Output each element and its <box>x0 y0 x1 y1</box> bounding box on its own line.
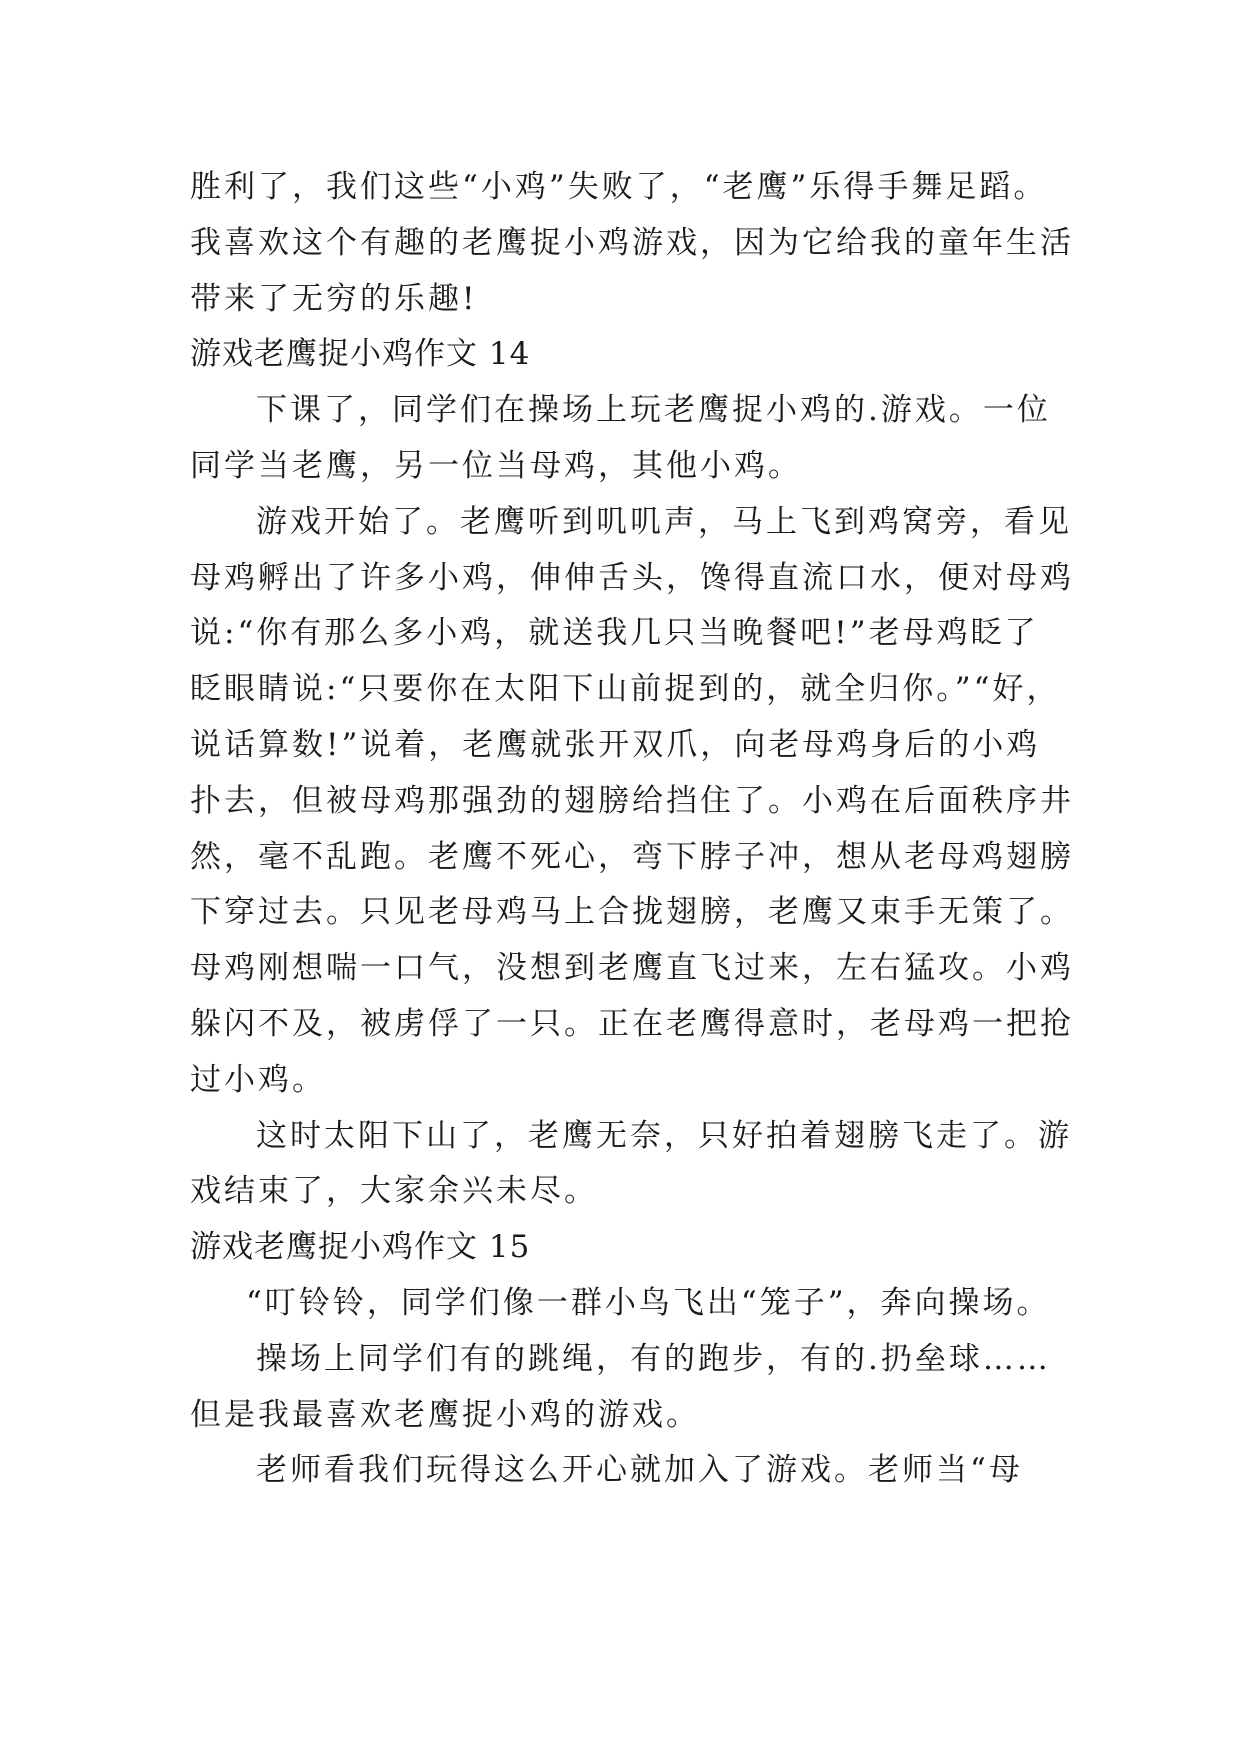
text-line: 游戏开始了。老鹰听到叽叽声，马上飞到鸡窝旁，看见 <box>256 503 1072 540</box>
section-heading: 游戏老鹰捉小鸡作文 14 <box>190 336 531 373</box>
text-line: 胜利了，我们这些“小鸡”失败了，“老鹰”乐得手舞足蹈。 <box>190 169 1048 205</box>
text-line: “叮铃铃，同学们像一群小鸟飞出“笼子”，奔向操场。 <box>246 1284 1051 1321</box>
document-page <box>190 160 1074 1499</box>
text-line: 然，毫不乱跑。老鹰不死心，弯下脖子冲，想从老母鸡翅膀 <box>190 838 1074 875</box>
text-line: 母鸡孵出了许多小鸡，伸伸舌头，馋得直流口水，便对母鸡 <box>190 559 1074 596</box>
text-line: 带来了无穷的乐趣! <box>190 280 478 317</box>
text-line: 下穿过去。只见老母鸡马上合拢翅膀，老鹰又束手无策了。 <box>190 894 1074 931</box>
text-line: 扑去，但被母鸡那强劲的翅膀给挡住了。小鸡在后面秩序井 <box>190 782 1074 819</box>
section-heading: 游戏老鹰捉小鸡作文 15 <box>190 1229 531 1266</box>
text-line: 下课了，同学们在操场上玩老鹰捉小鸡的.游戏。一位 <box>256 392 1051 429</box>
text-line: 我喜欢这个有趣的老鹰捉小鸡游戏，因为它给我的童年生活 <box>190 224 1074 261</box>
text-line: 说:“你有那么多小鸡，就送我几只当晚餐吧!”老母鸡眨了 <box>190 615 1039 652</box>
text-line: 过小鸡。 <box>190 1061 326 1098</box>
text-line: 说话算数!”说着，老鹰就张开双爪，向老母鸡身后的小鸡 <box>190 726 1041 763</box>
text-line: 戏结束了，大家余兴未尽。 <box>190 1173 598 1210</box>
text-line: 同学当老鹰，另一位当母鸡，其他小鸡。 <box>190 447 802 484</box>
text-line: 操场上同学们有的跳绳，有的跑步，有的.扔垒球…… <box>256 1340 1051 1377</box>
text-line: 老师看我们玩得这么开心就加入了游戏。老师当“母 <box>256 1452 1023 1489</box>
text-line: 眨眼睛说:“只要你在太阳下山前捉到的，就全归你。”“好， <box>190 671 1061 708</box>
text-line: 这时太阳下山了，老鹰无奈，只好拍着翅膀飞走了。游 <box>256 1117 1072 1154</box>
text-line: 母鸡刚想喘一口气，没想到老鹰直飞过来，左右猛攻。小鸡 <box>190 950 1074 987</box>
text-line: 但是我最喜欢老鹰捉小鸡的游戏。 <box>190 1396 700 1433</box>
text-line: 躲闪不及，被虏俘了一只。正在老鹰得意时，老母鸡一把抢 <box>190 1005 1074 1042</box>
